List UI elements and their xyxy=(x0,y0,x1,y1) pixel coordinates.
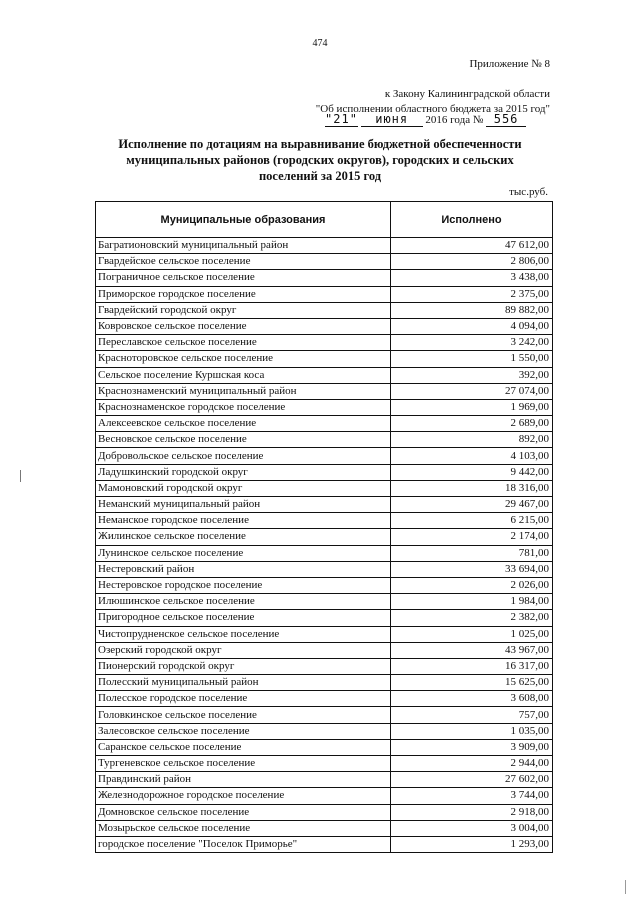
table-row xyxy=(96,480,553,496)
municipality-name: Алексеевское сельское поселение xyxy=(96,416,391,432)
executed-amount: 2 944,00 xyxy=(391,756,553,772)
executed-amount: 1 025,00 xyxy=(391,626,553,642)
table-row xyxy=(96,836,553,852)
municipality-name: Пионерский городской округ xyxy=(96,658,391,674)
municipality-name: Сельское поселение Куршская коса xyxy=(96,367,391,383)
scan-mark xyxy=(625,880,626,894)
table-row xyxy=(96,270,553,286)
table-header-row xyxy=(96,202,553,238)
executed-amount: 3 608,00 xyxy=(391,691,553,707)
municipality-name: Краснознаменский муниципальный район xyxy=(96,383,391,399)
municipality-name: Мамоновский городской округ xyxy=(96,480,391,496)
municipality-name: Илюшинское сельское поселение xyxy=(96,594,391,610)
executed-amount: 6 215,00 xyxy=(391,513,553,529)
municipality-name: Красноторовское сельское поселение xyxy=(96,351,391,367)
executed-amount: 2 689,00 xyxy=(391,416,553,432)
date-month: июня xyxy=(361,113,423,127)
table-row xyxy=(96,529,553,545)
municipality-name: Нестеровский район xyxy=(96,561,391,577)
executed-amount: 43 967,00 xyxy=(391,642,553,658)
table-row xyxy=(96,804,553,820)
table-row xyxy=(96,788,553,804)
table-row xyxy=(96,756,553,772)
executed-amount: 33 694,00 xyxy=(391,561,553,577)
executed-amount: 3 242,00 xyxy=(391,335,553,351)
executed-amount: 3 438,00 xyxy=(391,270,553,286)
execution-table xyxy=(95,201,553,853)
executed-amount: 15 625,00 xyxy=(391,675,553,691)
municipality-name: Железнодорожное городское поселение xyxy=(96,788,391,804)
municipality-name: Нестеровское городское поселение xyxy=(96,577,391,593)
municipality-name: Добровольское сельское поселение xyxy=(96,448,391,464)
municipality-name: Саранское сельское поселение xyxy=(96,739,391,755)
municipality-name: Жилинское сельское поселение xyxy=(96,529,391,545)
table-row xyxy=(96,448,553,464)
executed-amount: 1 984,00 xyxy=(391,594,553,610)
municipality-name: Ковровское сельское поселение xyxy=(96,318,391,334)
table-row xyxy=(96,545,553,561)
table-row xyxy=(96,367,553,383)
municipality-name: Приморское городское поселение xyxy=(96,286,391,302)
executed-amount: 1 550,00 xyxy=(391,351,553,367)
table-row xyxy=(96,723,553,739)
municipality-name: Мозырьское сельское поселение xyxy=(96,820,391,836)
title-line-3: поселений за 2015 год xyxy=(258,169,382,183)
executed-amount: 27 602,00 xyxy=(391,772,553,788)
executed-amount: 47 612,00 xyxy=(391,238,553,254)
municipality-name: Весновское сельское поселение xyxy=(96,432,391,448)
table-row xyxy=(96,383,553,399)
executed-amount: 2 918,00 xyxy=(391,804,553,820)
table-row xyxy=(96,691,553,707)
title-line-2: муниципальных районов (городских округов), городских и сельских xyxy=(126,153,514,167)
date-year: 2016 года xyxy=(425,114,471,126)
table-row xyxy=(96,513,553,529)
executed-amount: 2 026,00 xyxy=(391,577,553,593)
table-row xyxy=(96,561,553,577)
municipality-name: Гвардейское сельское поселение xyxy=(96,254,391,270)
table-row xyxy=(96,302,553,318)
municipality-name: Домновское сельское поселение xyxy=(96,804,391,820)
table-row xyxy=(96,642,553,658)
executed-amount: 1 293,00 xyxy=(391,836,553,852)
municipality-name: Пограничное сельское поселение xyxy=(96,270,391,286)
title-line-1: Исполнение по дотациям на выравнивание бюджетной обеспеченности xyxy=(118,137,522,151)
municipality-name: Лунинское сельское поселение xyxy=(96,545,391,561)
executed-amount: 2 806,00 xyxy=(391,254,553,270)
municipality-name: Залесовское сельское поселение xyxy=(96,723,391,739)
column-header-municipality: Муниципальные образования xyxy=(96,202,391,238)
table-row xyxy=(96,238,553,254)
document-title xyxy=(100,136,540,184)
column-header-executed: Исполнено xyxy=(391,202,553,238)
table-row xyxy=(96,820,553,836)
table-row xyxy=(96,286,553,302)
municipality-name: Головкинское сельское поселение xyxy=(96,707,391,723)
table-row xyxy=(96,626,553,642)
municipality-name: Озерский городской округ xyxy=(96,642,391,658)
executed-amount: 1 035,00 xyxy=(391,723,553,739)
municipality-name: Полесское городское поселение xyxy=(96,691,391,707)
executed-amount: 27 074,00 xyxy=(391,383,553,399)
table-row xyxy=(96,658,553,674)
executed-amount: 892,00 xyxy=(391,432,553,448)
table-row xyxy=(96,497,553,513)
page-number: 474 xyxy=(312,38,328,49)
law-reference-line-1: к Закону Калининградской области xyxy=(384,88,550,100)
table-row xyxy=(96,594,553,610)
municipality-name: Тургеневское сельское поселение xyxy=(96,756,391,772)
municipality-name: Краснознаменское городское поселение xyxy=(96,399,391,415)
table-row xyxy=(96,772,553,788)
table-row xyxy=(96,399,553,415)
law-reference-line-2: "Об исполнении областного бюджета за 2015 год" xyxy=(315,103,550,115)
table-row xyxy=(96,739,553,755)
municipality-name: Ладушкинский городской округ xyxy=(96,464,391,480)
executed-amount: 3 004,00 xyxy=(391,820,553,836)
table-row xyxy=(96,318,553,334)
unit-label: тыс.руб. xyxy=(509,186,548,198)
executed-amount: 392,00 xyxy=(391,367,553,383)
appendix-label: Приложение № 8 xyxy=(469,58,550,70)
executed-amount: 18 316,00 xyxy=(391,480,553,496)
municipality-name: Гвардейский городской округ xyxy=(96,302,391,318)
municipality-name: Пригородное сельское поселение xyxy=(96,610,391,626)
municipality-name: Чистопрудненское сельское поселение xyxy=(96,626,391,642)
document-number: 556 xyxy=(486,113,526,127)
municipality-name: Полесский муниципальный район xyxy=(96,675,391,691)
table-row xyxy=(96,577,553,593)
executed-amount: 2 382,00 xyxy=(391,610,553,626)
number-label: № xyxy=(472,114,484,126)
table-row xyxy=(96,254,553,270)
table-row xyxy=(96,335,553,351)
executed-amount: 2 174,00 xyxy=(391,529,553,545)
executed-amount: 4 103,00 xyxy=(391,448,553,464)
table-row xyxy=(96,432,553,448)
table-row xyxy=(96,707,553,723)
executed-amount: 9 442,00 xyxy=(391,464,553,480)
executed-amount: 4 094,00 xyxy=(391,318,553,334)
table-row xyxy=(96,464,553,480)
table-row xyxy=(96,351,553,367)
scan-mark xyxy=(20,470,21,482)
date-day: 21 xyxy=(333,112,350,126)
executed-amount: 3 744,00 xyxy=(391,788,553,804)
municipality-name: Багратионовский муниципальный район xyxy=(96,238,391,254)
municipality-name: Неманский муниципальный район xyxy=(96,497,391,513)
executed-amount: 781,00 xyxy=(391,545,553,561)
executed-amount: 29 467,00 xyxy=(391,497,553,513)
executed-amount: 1 969,00 xyxy=(391,399,553,415)
executed-amount: 2 375,00 xyxy=(391,286,553,302)
executed-amount: 89 882,00 xyxy=(391,302,553,318)
municipality-name: городское поселение "Поселок Приморье" xyxy=(96,836,391,852)
table-row xyxy=(96,675,553,691)
executed-amount: 757,00 xyxy=(391,707,553,723)
table-row xyxy=(96,610,553,626)
municipality-name: Переславское сельское поселение xyxy=(96,335,391,351)
municipality-name: Правдинский район xyxy=(96,772,391,788)
date-day-field: "21" xyxy=(325,112,358,126)
executed-amount: 16 317,00 xyxy=(391,658,553,674)
executed-amount: 3 909,00 xyxy=(391,739,553,755)
date-line xyxy=(325,113,526,127)
table-row xyxy=(96,416,553,432)
municipality-name: Неманское городское поселение xyxy=(96,513,391,529)
